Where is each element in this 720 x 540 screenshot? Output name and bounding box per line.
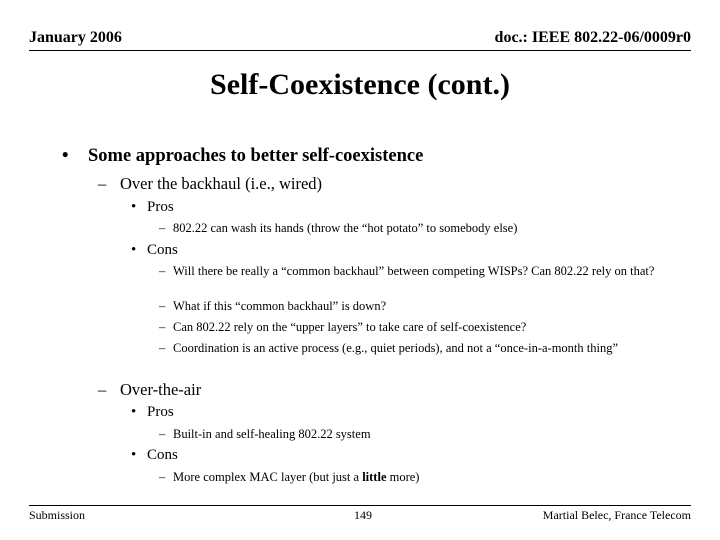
over-the-air-cons-dash: – (159, 470, 166, 484)
backhaul-dash: – (98, 174, 107, 193)
over-the-air-heading: Over-the-air (120, 380, 202, 399)
backhaul-pros-bullet: • (131, 199, 137, 215)
backhaul-cons-dash: – (159, 320, 166, 334)
cons-item-text-after: more) (386, 470, 420, 484)
slide-title: Self-Coexistence (cont.) (210, 68, 510, 101)
backhaul-cons-item: What if this “common backhaul” is down? (173, 299, 387, 313)
over-the-air-pros-label: Pros (147, 404, 174, 420)
backhaul-cons-item: Will there be really a “common backhaul” between competing WISPs? Can 802.22 rely on that? (173, 264, 655, 278)
footer-author: Martial Belec, France Telecom (542, 508, 691, 522)
over-the-air-pros-item: Built-in and self-healing 802.22 system (173, 427, 371, 441)
backhaul-pros-dash: – (159, 221, 166, 235)
over-the-air-pros-bullet: • (131, 404, 137, 420)
backhaul-cons-dash: – (159, 264, 166, 278)
cons-item-emphasis: little (362, 470, 387, 484)
footer-submission: Submission (29, 508, 86, 522)
backhaul-cons-dash: – (159, 299, 166, 313)
backhaul-cons-item: Can 802.22 rely on the “upper layers” to take care of self-coexistence? (173, 320, 527, 334)
over-the-air-dash: – (98, 380, 107, 399)
over-the-air-cons-bullet: • (131, 447, 137, 463)
backhaul-cons-label: Cons (147, 242, 178, 258)
backhaul-pros-item: 802.22 can wash its hands (throw the “hot potato” to somebody else) (173, 221, 518, 235)
footer-page-number: 149 (354, 508, 372, 522)
over-the-air-cons-label: Cons (147, 447, 178, 463)
backhaul-cons-dash: – (159, 341, 166, 355)
header-rule (29, 50, 691, 51)
over-the-air-pros-dash: – (159, 427, 166, 441)
bullet-level1-text: Some approaches to better self-coexistence (88, 146, 424, 166)
backhaul-pros-label: Pros (147, 199, 174, 215)
bullet-level1-marker: • (62, 146, 69, 166)
header-doc-id: doc.: IEEE 802.22-06/0009r0 (494, 29, 691, 46)
backhaul-cons-item: Coordination is an active process (e.g., quiet periods), and not a “once-in-a-month thing” (173, 341, 619, 355)
backhaul-cons-bullet: • (131, 242, 137, 258)
footer-rule (29, 505, 691, 506)
cons-item-text-before: More complex MAC layer (but just a (173, 470, 363, 484)
header-date: January 2006 (29, 29, 122, 46)
backhaul-heading: Over the backhaul (i.e., wired) (120, 174, 323, 193)
over-the-air-cons-item (173, 470, 419, 485)
